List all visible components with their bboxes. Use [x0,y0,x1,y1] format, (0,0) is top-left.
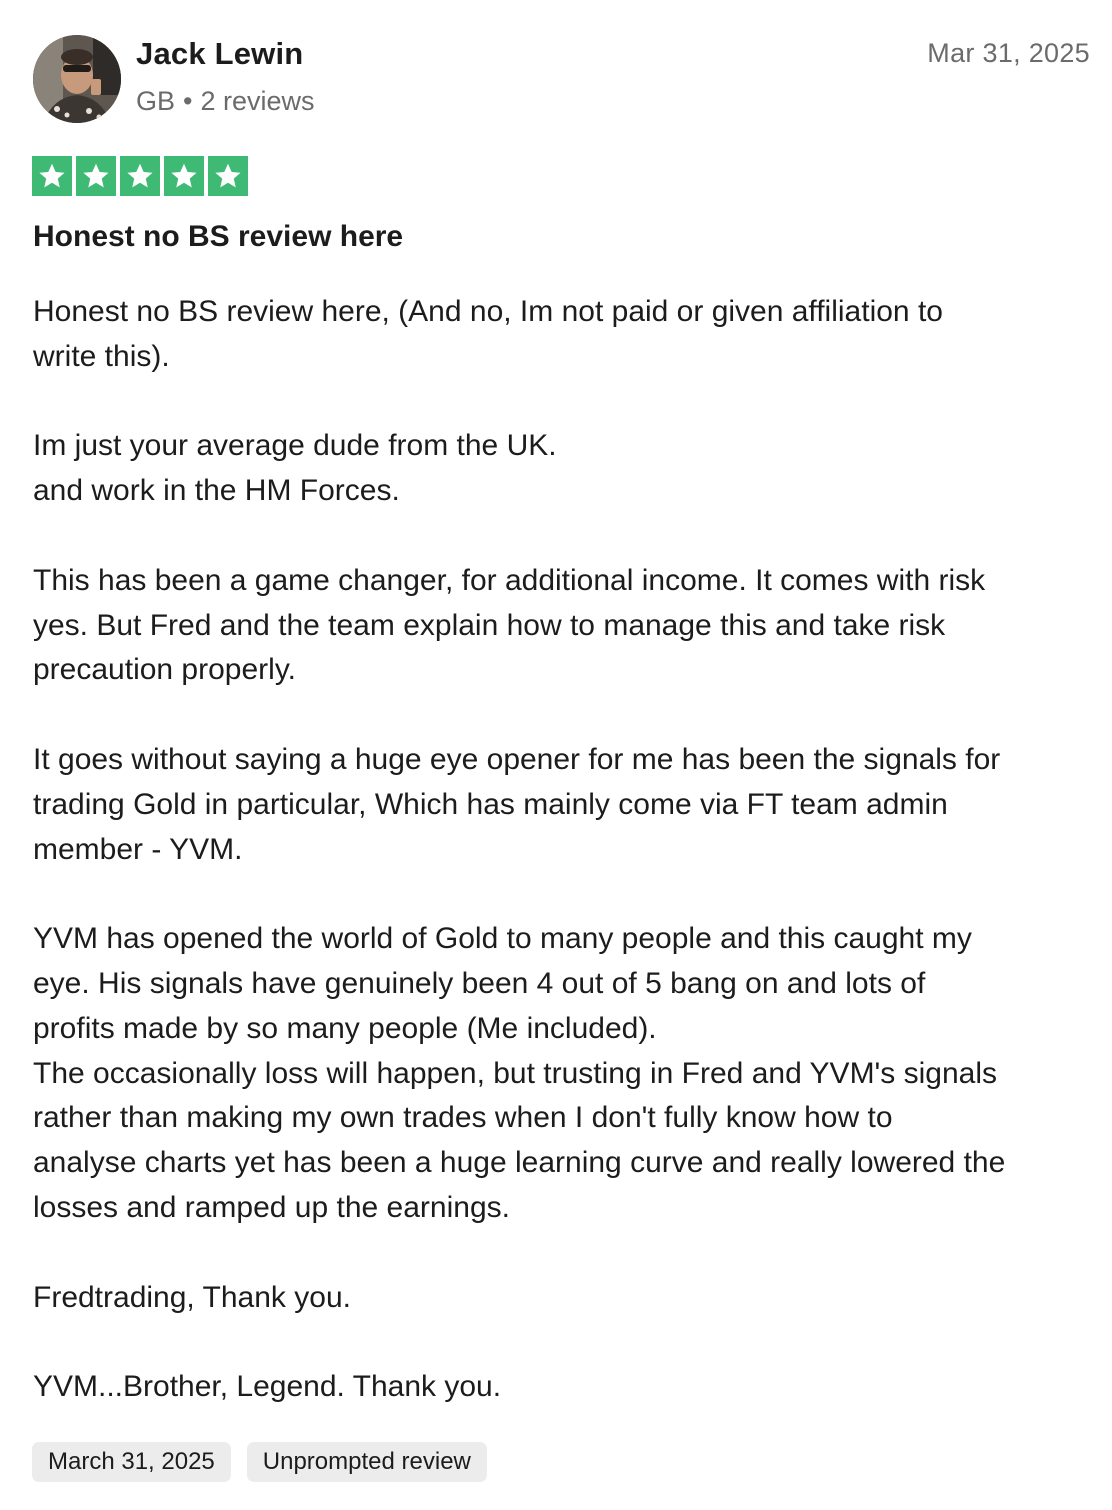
author-avatar[interactable] [33,35,121,123]
review-tags [32,1442,487,1482]
star-icon [208,156,248,196]
review-text-line: Im just your average dude from the UK. [33,429,557,463]
review-text-line: and work in the HM Forces. [33,474,400,508]
review-body [33,290,1093,1455]
review-text-line: It goes without saying a huge eye opener for me has been the signals for [33,742,1001,776]
star-icon [76,156,116,196]
review-title[interactable]: Honest no BS review here [33,220,404,253]
review-paragraph [33,1365,1093,1410]
review-text-line: write this). [33,339,170,373]
review-text-line: The occasionally loss will happen, but trusting in Fred and YVM's signals [33,1056,997,1090]
meta-separator: • [183,86,193,116]
author-name[interactable]: Jack Lewin [136,36,304,71]
review-text-line: precaution properly. [33,653,296,687]
review-text-line: analyse charts yet has been a huge learning curve and really lowered the [33,1146,1006,1180]
review-text-line: eye. His signals have genuinely been 4 out of 5 bang on and lots of [33,966,926,1000]
experience-date-tag: March 31, 2025 [32,1442,231,1482]
review-text-line: Honest no BS review here, (And no, Im not paid or given affiliation to [33,295,943,328]
author-country: GB [136,86,176,116]
review-paragraph [33,424,1093,514]
star-icon [164,156,204,196]
review-text-line: YVM...Brother, Legend. Thank you. [33,1370,502,1404]
review-paragraph [33,917,1093,1231]
review-text-line: Fredtrading, Thank you. [33,1280,351,1314]
author-meta [136,86,315,117]
review-paragraph [33,738,1093,872]
avatar-photo-icon [33,35,121,123]
review-paragraph [33,559,1093,693]
review-paragraph [33,1276,1093,1321]
review-paragraph [33,290,1093,380]
star-icon [32,156,72,196]
review-type-tag[interactable]: Unprompted review [247,1442,487,1482]
star-icon [120,156,160,196]
review-text-line: This has been a game changer, for additional income. It comes with risk [33,563,986,597]
review-text-line: rather than making my own trades when I don't fully know how to [33,1101,893,1135]
star-rating [32,156,248,196]
review-text-line: YVM has opened the world of Gold to many people and this caught my [33,922,972,956]
author-review-count[interactable]: 2 reviews [200,86,315,116]
review-text-line: losses and ramped up the earnings. [33,1190,510,1224]
review-text-line: member - YVM. [33,832,243,866]
review-text-line: trading Gold in particular, Which has mainly come via FT team admin [33,787,948,821]
review-date: Mar 31, 2025 [927,38,1090,68]
review-text-line: profits made by so many people (Me included). [33,1011,657,1045]
review-text-line: yes. But Fred and the team explain how to manage this and take risk [33,608,946,642]
